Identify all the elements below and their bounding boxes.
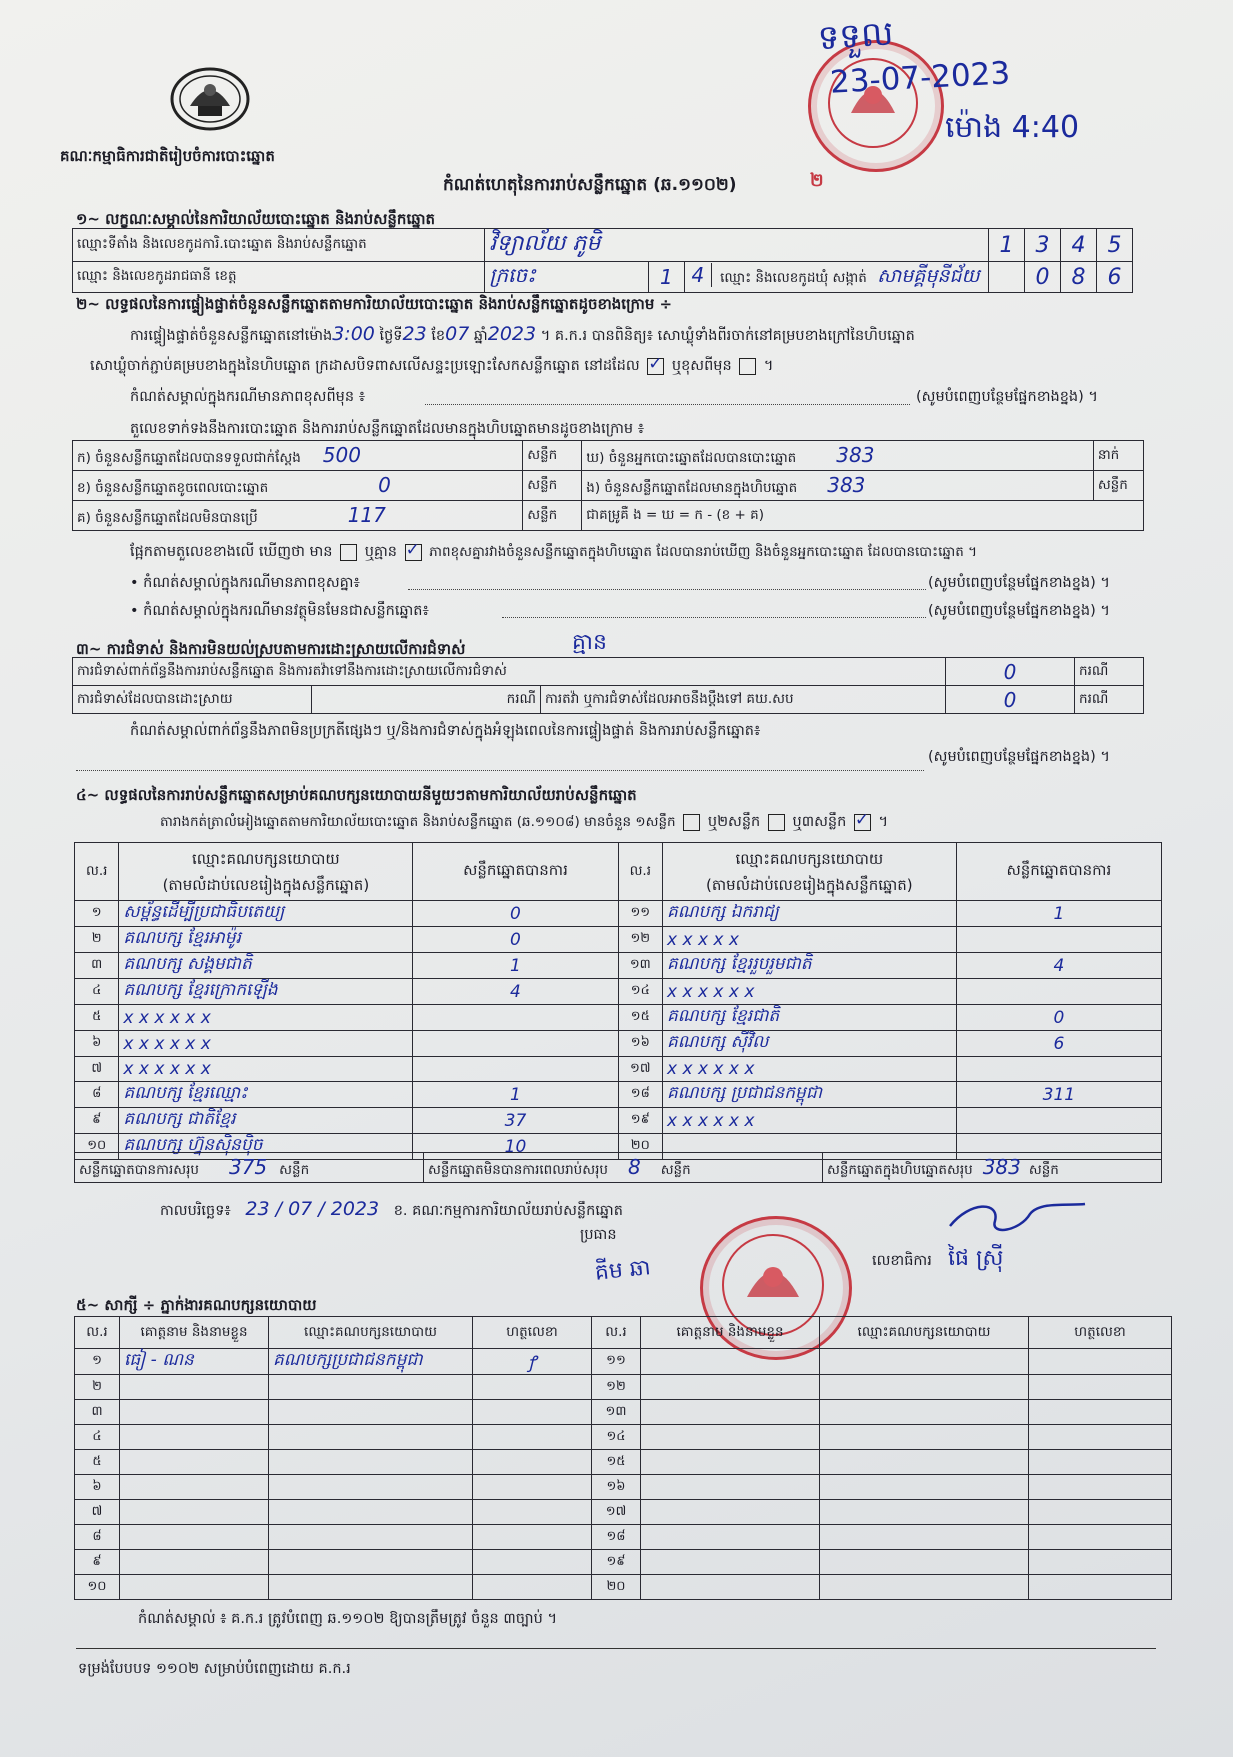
- witness-row: [75, 1575, 1172, 1600]
- two-sheets-checkbox[interactable]: [768, 814, 785, 831]
- witness-party: [820, 1575, 1029, 1600]
- results-row: [75, 1057, 1162, 1082]
- witness-name: [120, 1375, 269, 1400]
- party-votes: 4: [956, 953, 1161, 979]
- count-kha-label: ខ) ចំនួនសន្លឹកឆ្នោតខូចពេលបោះឆ្នោត: [77, 479, 269, 496]
- party-votes: [956, 1108, 1161, 1134]
- party-votes: [956, 1057, 1161, 1082]
- witness-name: [641, 1400, 820, 1425]
- witness-party: [269, 1525, 473, 1550]
- total-box-label: សន្លឹកឆ្នោតក្នុងហិបឆ្នោតសរុប: [827, 1161, 973, 1178]
- appeal-label: ការតវ៉ា ឬការជំទាស់ដែលអាចនឹងប្ដឹងទៅ គឃ.សប: [541, 686, 946, 714]
- difference-no-checkbox[interactable]: [405, 544, 422, 561]
- results-table: ល.រ ឈ្មោះគណបក្សនយោបាយ (តាមលំដាប់លេខរៀងក្នុងសន្លឹកឆ្នោត) សន្លឹកឆ្នោតបានការ ល.រ ឈ្មោះគណបក្សនយោបាយ (តាមលំដាប់លេខរៀងក្នុងសន្លឹកឆ្នោត) សន្លឹកឆ្នោតបានការ ១ សម្ព័ន្ធដើម្បីប្រជាធិបតេយ្យ 0 ១១ គណបក្ស ឯករាជ្យ 1 ២ គណបក្ស ខ្មែរអាម៉ូរ 0 ១២ x x x x x ៣ គណបក្ស សង្គមជាតិ 1 ១៣ គណបក្ស ខ្មែររួបរួមជាតិ 4 ៤ គណបក្ស ខ្មែរក្រោកឡើង 4 ១៤ x x x x x x ៥ x x x x x x ១៥ គណបក្ស ខ្មែរជាតិ 0 ៦ x x x x x x ១៦ គណបក្ស ស៊ីវិល 6 ៧ x x x x x x ១៧ x x x x x x ៨ គណបក្ស ខ្មែរឈ្មោះ 1 ១៨ គណបក្ស ប្រជាជនកម្ពុជា 311 ៩ គណបក្ស ជាតិខ្មែរ 37 ១៩ x x x x x x ១០ គណបក្ស ហ្វ៊ុនស៊ិនប៉ិច 10 ២០: [74, 842, 1162, 1160]
- results-row: [75, 1108, 1162, 1134]
- title-red-mark: ២: [810, 170, 824, 191]
- party-name: គណបក្ស ខ្មែររួបរួមជាតិ: [663, 953, 957, 979]
- witness-party: [820, 1475, 1029, 1500]
- party-votes: [956, 927, 1161, 953]
- verification-paragraph: ការផ្ទៀងផ្ទាត់ចំនួនសន្លឹកឆ្នោតនៅម៉ោង3:00 ថ្ងៃទី23 ខែ07 ឆ្នាំ2023 ។ គ.ក.រ បានពិនិត្យ៖ សោឃ្លុំទាំងពីរចាក់នៅគម្របខាងក្រៅនៃហិបឆ្នោត: [130, 323, 915, 345]
- party-votes: 37: [413, 1108, 618, 1134]
- total-invalid-value: 8: [627, 1154, 641, 1179]
- president-signature: គីម ឆា: [593, 1255, 652, 1286]
- verify-month: 07: [445, 323, 470, 345]
- stamp-date-handwriting: 23-07-2023: [829, 55, 1011, 101]
- witness-number: ៥: [75, 1450, 120, 1475]
- witness-row: [75, 1500, 1172, 1525]
- one-sheet-checkbox[interactable]: [683, 814, 700, 831]
- party-number: ៥: [75, 1005, 119, 1031]
- witness-name: [120, 1425, 269, 1450]
- party-votes: 1: [413, 1082, 618, 1108]
- results-totals: សន្លឹកឆ្នោតបានការសរុប 375 សន្លឹក សន្លឹកឆ្នោតមិនបានការពេលរាប់សរុប 8 សន្លឹក សន្លឹកឆ្នោតក្នុងហិបឆ្នោតសរុប 383 សន្លឹក: [74, 1152, 1162, 1183]
- party-votes: [413, 1031, 618, 1057]
- witness-number: ១៧: [592, 1500, 641, 1525]
- witness-party: [269, 1475, 473, 1500]
- witness-name: [120, 1450, 269, 1475]
- province-value: ក្រចេះ: [485, 262, 649, 293]
- please-fill-2: (សូមបំពេញបន្ថែមផ្នែកខាងខ្នង) ។: [928, 575, 1110, 591]
- party-votes: 4: [413, 979, 618, 1005]
- resolved-label: ការជំទាស់ដែលបានដោះស្រាយ: [73, 686, 312, 714]
- commission-emblem: [168, 66, 252, 132]
- witness-number: ៧: [75, 1500, 120, 1525]
- code-digit: 5: [1096, 229, 1132, 262]
- section3-none-handwriting: គ្មាន: [572, 630, 607, 655]
- results-row: [75, 1031, 1162, 1057]
- code-digit: 8: [1060, 262, 1096, 293]
- party-number: ១: [75, 901, 119, 927]
- witness-party: [820, 1550, 1029, 1575]
- witness-party: [269, 1550, 473, 1575]
- three-sheets-checkbox[interactable]: [854, 814, 871, 831]
- witness-signature: [473, 1575, 592, 1600]
- province-code: 1: [648, 262, 684, 293]
- witness-name: [120, 1400, 269, 1425]
- witness-signature: [473, 1425, 592, 1450]
- formula: ជាគម្រូគឺ ង = ឃ = ក - (ខ + គ): [582, 501, 1144, 531]
- party-name: គណបក្ស ជាតិខ្មែរ: [119, 1108, 413, 1134]
- province-code-2: 4: [685, 263, 712, 287]
- witness-signature: [1029, 1375, 1172, 1400]
- please-fill-3: (សូមបំពេញបន្ថែមផ្នែកខាងខ្នង) ។: [928, 603, 1110, 619]
- witness-party: [820, 1450, 1029, 1475]
- total-valid-value: 375: [228, 1154, 268, 1179]
- witness-row: [75, 1475, 1172, 1500]
- party-votes: [956, 979, 1161, 1005]
- stamp-time-handwriting: ម៉ោង 4:40: [945, 110, 1080, 145]
- irregular-note-label: កំណត់សម្គាល់ក្នុងករណីមានភាពខុសពីមុន ៖: [130, 389, 366, 405]
- form-reference: ទម្រង់បែបបទ ១១០២ សម្រាប់បំពេញដោយ គ.ក.រ: [78, 1661, 351, 1677]
- count-nga-value: 383: [827, 472, 866, 497]
- witness-number: ២០: [592, 1575, 641, 1600]
- party-number: ៦: [75, 1031, 119, 1057]
- witness-signature: [473, 1475, 592, 1500]
- date-line: កាលបរិច្ឆេទ៖ 23 / 07 / 2023 ខ. គណៈកម្មការការិយាល័យរាប់សន្លឹកឆ្នោត: [160, 1198, 623, 1220]
- party-number: ១៤: [618, 979, 662, 1005]
- count-ko-label: គ) ចំនួនសន្លឹកឆ្នោតដែលមិនបានប្រើ: [77, 509, 258, 526]
- party-number: ៩: [75, 1108, 119, 1134]
- section1-table: [72, 228, 1133, 293]
- results-row: [75, 1005, 1162, 1031]
- party-number: ៤: [75, 979, 119, 1005]
- count-kha-value: 0: [378, 472, 391, 497]
- party-name: គណបក្ស ខ្មែរអាម៉ូរ: [119, 927, 413, 953]
- location-value: វិទ្យាល័យ ភូមិ: [485, 229, 989, 262]
- witness-party: [820, 1400, 1029, 1425]
- count-gha-label: ឃ) ចំនួនអ្នកបោះឆ្នោតដែលបានបោះឆ្នោត: [586, 449, 797, 466]
- section5-title: ៥~ សាក្សី ÷ ភ្នាក់ងារគណបក្សនយោបាយ: [76, 1296, 317, 1314]
- counts-table: ក) ចំនួនសន្លឹកឆ្នោតដែលបានទទួលជាក់ស្ដែង 500 សន្លឹក ឃ) ចំនួនអ្នកបោះឆ្នោតដែលបានបោះឆ្នោត 383 នាក់ ខ) ចំនួនសន្លឹកឆ្នោតខូចពេលបោះឆ្នោត 0 សន្លឹក ង) ចំនួនសន្លឹកឆ្នោតដែលមានក្នុងហិបឆ្នោត 383 សន្លឹក គ) ចំនួនសន្លឹកឆ្នោតដែលមិនបានប្រើ 117 សន្លឹក ជាគម្រូគឺ ង = ឃ = ក - (ខ + គ): [72, 440, 1144, 531]
- section3-title: ៣~ ការជំទាស់ និងការមិនយល់ស្របតាមការដោះស្រាយលើការជំទាស់: [76, 640, 466, 658]
- results-row: [75, 927, 1162, 953]
- party-name: គណបក្ស សង្គមជាតិ: [119, 953, 413, 979]
- witness-number: ១០: [75, 1575, 120, 1600]
- witness-party: [269, 1575, 473, 1600]
- witness-number: ១៩: [592, 1550, 641, 1575]
- witness-row: [75, 1349, 1172, 1375]
- party-name: គណបក្ស ហ្វ៊ុនស៊ិនប៉ិច: [119, 1134, 413, 1160]
- witness-row: [75, 1450, 1172, 1475]
- witness-party: [269, 1425, 473, 1450]
- party-number: ១១: [618, 901, 662, 927]
- form-title: កំណត់ហេតុនៃការរាប់សន្លឹកឆ្នោត (ឆ.១១០២): [443, 175, 737, 195]
- party-votes: [413, 1005, 618, 1031]
- party-name: x x x x x x: [663, 979, 957, 1005]
- witness-number: ៤: [75, 1425, 120, 1450]
- footer-note: កំណត់សម្គាល់ ៖ គ.ក.រ ត្រូវបំពេញ ឆ.១១០២ ឱ្យបានត្រឹមត្រូវ ចំនួន ៣ច្បាប់ ។: [138, 1611, 558, 1627]
- complaints-label: ការជំទាស់ពាក់ព័ន្ធនឹងការរាប់សន្លឹកឆ្នោត និងការតវ៉ាទៅនឹងការដោះស្រាយលើការជំទាស់: [73, 658, 946, 686]
- party-name: x x x x x x: [119, 1031, 413, 1057]
- party-votes: 1: [413, 953, 618, 979]
- party-name: គណបក្ស ឯករាជ្យ: [663, 901, 957, 927]
- witness-number: ៨: [75, 1525, 120, 1550]
- witness-name: [641, 1375, 820, 1400]
- code-digit: 3: [1025, 229, 1061, 262]
- witness-signature: [1029, 1425, 1172, 1450]
- president-title: ប្រធាន: [580, 1227, 617, 1243]
- difference-note: • កំណត់សម្គាល់ក្នុងករណីមានភាពខុសគ្នា៖: [130, 575, 360, 591]
- witness-signature: [1029, 1450, 1172, 1475]
- witness-number: ១១: [592, 1349, 641, 1375]
- commune-label: ឈ្មោះ និងលេខកូដឃុំ សង្កាត់: [720, 269, 867, 286]
- party-votes: [413, 1057, 618, 1082]
- counts-intro: តួលេខទាក់ទងនឹងការបោះឆ្នោត និងការរាប់សន្លឹកឆ្នោតដែលមានក្នុងហិបឆ្នោតមានដូចខាងក្រោម ៖: [130, 421, 645, 437]
- party-name: x x x x x x: [663, 1057, 957, 1082]
- verify-time: 3:00: [332, 323, 375, 345]
- witness-signature: [473, 1450, 592, 1475]
- witness-number: ៦: [75, 1475, 120, 1500]
- witness-signature: [1029, 1575, 1172, 1600]
- witness-name: [641, 1550, 820, 1575]
- party-votes: 6: [956, 1031, 1161, 1057]
- party-name: x x x x x x: [119, 1057, 413, 1082]
- changed-checkbox[interactable]: [739, 358, 756, 375]
- party-number: ២០: [618, 1134, 662, 1160]
- witness-party: [269, 1400, 473, 1425]
- count-ka-value: 500: [322, 442, 361, 467]
- witness-signature: [473, 1400, 592, 1425]
- section2-title: ២~ លទ្ធផលនៃការផ្ទៀងផ្ទាត់ចំនួនសន្លឹកឆ្នោតតាមការិយាល័យបោះឆ្នោត និងរាប់សន្លឹកឆ្នោតដូចខាងក្រោម ÷: [76, 295, 673, 313]
- code-digit: 0: [1025, 262, 1061, 293]
- party-number: ២: [75, 927, 119, 953]
- witness-signature: [473, 1500, 592, 1525]
- foreign-object-note: • កំណត់សម្គាល់ក្នុងករណីមានវត្ថុមិនមែនជាសន្លឹកឆ្នោត៖: [130, 603, 429, 619]
- party-name: សម្ព័ន្ធដើម្បីប្រជាធិបតេយ្យ: [119, 901, 413, 927]
- witness-name: [641, 1425, 820, 1450]
- party-votes: 311: [956, 1082, 1161, 1108]
- witness-number: ១៦: [592, 1475, 641, 1500]
- count-gha-value: 383: [836, 442, 875, 467]
- party-name: គណបក្ស ប្រជាជនកម្ពុជា: [663, 1082, 957, 1108]
- stamp-received-handwriting: ទទួល: [816, 13, 895, 59]
- witness-party: [820, 1349, 1029, 1375]
- witness-number: ១២: [592, 1375, 641, 1400]
- witness-signature: ꝭ: [473, 1349, 592, 1375]
- tally-sheets-line: តារាងកត់ត្រាលំអៀងឆ្នោតតាមការិយាល័យបោះឆ្នោត និងរាប់សន្លឹកឆ្នោត (ឆ.១១០៨) មានចំនួន ១សន្លឹក ឬ២សន្លឹក ឬ៣សន្លឹក ✓ ។: [160, 813, 888, 834]
- party-name: គណបក្ស ខ្មែរក្រោកឡើង: [119, 979, 413, 1005]
- witness-row: [75, 1525, 1172, 1550]
- witness-number: ១៤: [592, 1425, 641, 1450]
- party-name: x x x x x x: [119, 1005, 413, 1031]
- witness-number: ១៥: [592, 1450, 641, 1475]
- witness-signature: [473, 1550, 592, 1575]
- party-number: ៣: [75, 953, 119, 979]
- witness-signature: [1029, 1525, 1172, 1550]
- witness-signature: [473, 1525, 592, 1550]
- please-fill-1: (សូមបំពេញបន្ថែមផ្នែកខាងខ្នង) ។: [916, 389, 1098, 405]
- party-number: ១៩: [618, 1108, 662, 1134]
- party-votes: 0: [413, 927, 618, 953]
- witness-name: [641, 1450, 820, 1475]
- witness-signature: [473, 1375, 592, 1400]
- party-name: x x x x x x: [663, 1108, 957, 1134]
- results-row: [75, 979, 1162, 1005]
- witness-party: [820, 1500, 1029, 1525]
- witness-table: ល.រ គោត្តនាម និងនាមខ្លួន ឈ្មោះគណបក្សនយោបាយ ហត្ថលេខា ល.រ គោត្តនាម និងនាមខ្លួន ឈ្មោះគណបក្សនយោបាយ ហត្ថលេខា ១ ធៀ - ណន គណបក្សប្រជាជនកម្ពុជា ꝭ ១១ ២ ១២ ៣ ១៣ ៤ ១៤ ៥ ១៥ ៦ ១៦ ៧ ១៧ ៨ ១៨ ៩ ១៩ ១០ ២០: [74, 1316, 1172, 1600]
- code-digit: 6: [1096, 262, 1132, 293]
- party-number: ១២: [618, 927, 662, 953]
- witness-row: [75, 1375, 1172, 1400]
- difference-yes-checkbox[interactable]: [340, 544, 357, 561]
- witness-name: [120, 1500, 269, 1525]
- party-name: គណបក្ស ខ្មែរឈ្មោះ: [119, 1082, 413, 1108]
- party-votes: 0: [413, 901, 618, 927]
- witness-number: ៣: [75, 1400, 120, 1425]
- secretary-title: លេខាធិការ: [872, 1253, 932, 1269]
- party-number: ១០: [75, 1134, 119, 1160]
- party-number: ៨: [75, 1082, 119, 1108]
- witness-name: [120, 1550, 269, 1575]
- verify-day: 23: [402, 323, 427, 345]
- party-name: x x x x x: [663, 927, 957, 953]
- witness-signature: [1029, 1400, 1172, 1425]
- party-number: ១៨: [618, 1082, 662, 1108]
- party-name: គណបក្ស ស៊ីវិល: [663, 1031, 957, 1057]
- witness-party: [820, 1425, 1029, 1450]
- witness-name: [641, 1500, 820, 1525]
- witness-party: [820, 1525, 1029, 1550]
- section4-title: ៤~ លទ្ធផលនៃការរាប់សន្លឹកឆ្នោតសម្រាប់គណបក្សនយោបាយនីមួយៗតាមការិយាល័យរាប់សន្លឹកឆ្នោត: [76, 786, 637, 804]
- count-ko-value: 117: [347, 502, 386, 527]
- witness-name: ធៀ - ណន: [120, 1349, 269, 1375]
- witness-signature: [1029, 1500, 1172, 1525]
- results-row: [75, 901, 1162, 927]
- party-number: ១៧: [618, 1057, 662, 1082]
- witness-name: [120, 1575, 269, 1600]
- witness-party: [269, 1500, 473, 1525]
- witness-number: ២: [75, 1375, 120, 1400]
- seal-paragraph: សោឃ្លុំចាក់ភ្ជាប់គម្របខាងក្នុងនៃហិបឆ្នោត ក្រដាសបិទពាសលើសន្ទះប្រឡោះសែកសន្លឹកឆ្នោត នៅដដែល ✓ ឬខុសពីមុន ។: [90, 357, 773, 378]
- secretary-signature: ផៃ ស្រ៊ី: [948, 1246, 1004, 1271]
- witness-number: ១: [75, 1349, 120, 1375]
- party-name: គណបក្ស ខ្មែរជាតិ: [663, 1005, 957, 1031]
- commune-value: សាមគ្គីមុនីជ័យ: [877, 264, 980, 287]
- witness-name: [641, 1475, 820, 1500]
- witness-signature: [1029, 1349, 1172, 1375]
- signing-date: 23 / 07 / 2023: [245, 1198, 380, 1220]
- witness-party: [820, 1375, 1029, 1400]
- witness-name: [120, 1475, 269, 1500]
- difference-line: ផ្អែកតាមតួលេខខាងលើ ឃើញថា មាន ឬគ្មាន ✓ ភាពខុសគ្នារវាងចំនួនសន្លឹកឆ្នោតក្នុងហិបឆ្នោត ដែលបានរាប់ឃើញ និងចំនួនអ្នកបោះឆ្នោត ដែលបានបោះឆ្នោត ។: [130, 543, 977, 564]
- witness-row: [75, 1550, 1172, 1575]
- witness-signature: [1029, 1550, 1172, 1575]
- witness-number: ៩: [75, 1550, 120, 1575]
- party-number: ១៣: [618, 953, 662, 979]
- results-row: [75, 1082, 1162, 1108]
- witness-party: [269, 1375, 473, 1400]
- party-number: ៧: [75, 1057, 119, 1082]
- witness-party: [269, 1450, 473, 1475]
- appeal-value: 0: [946, 686, 1075, 714]
- witness-row: [75, 1400, 1172, 1425]
- commission-name: គណៈកម្មាធិការជាតិរៀបចំការបោះឆ្នោត: [60, 147, 275, 165]
- complaints-table: ការជំទាស់ពាក់ព័ន្ធនឹងការរាប់សន្លឹកឆ្នោត និងការតវ៉ាទៅនឹងការដោះស្រាយលើការជំទាស់ 0 ករណី ការជំទាស់ដែលបានដោះស្រាយ ករណី ការតវ៉ា ឬការជំទាស់ដែលអាចនឹងប្ដឹងទៅ គឃ.សប 0 ករណី: [72, 657, 1144, 714]
- results-row: [75, 953, 1162, 979]
- same-checkbox[interactable]: [647, 358, 664, 375]
- party-number: ១៥: [618, 1005, 662, 1031]
- total-valid-label: សន្លឹកឆ្នោតបានការសរុប: [79, 1161, 199, 1178]
- please-fill-4: (សូមបំពេញបន្ថែមផ្នែកខាងខ្នង) ។: [928, 749, 1110, 765]
- witness-number: ១៨: [592, 1525, 641, 1550]
- code-digit: 4: [1060, 229, 1096, 262]
- province-label: ឈ្មោះ និងលេខកូដរាជធានី ខេត្ត: [73, 262, 485, 293]
- count-nga-label: ង) ចំនួនសន្លឹកឆ្នោតដែលមានក្នុងហិបឆ្នោត: [586, 479, 798, 496]
- complaints-value: 0: [946, 658, 1075, 686]
- secretary-scribble: [940, 1196, 1090, 1246]
- witness-row: [75, 1425, 1172, 1450]
- witness-name: [641, 1349, 820, 1375]
- count-ka-label: ក) ចំនួនសន្លឹកឆ្នោតដែលបានទទួលជាក់ស្ដែង: [77, 449, 301, 466]
- party-number: ១៦: [618, 1031, 662, 1057]
- verify-year: 2023: [487, 323, 537, 345]
- total-box-value: 383: [982, 1154, 1021, 1179]
- witness-name: [120, 1525, 269, 1550]
- witness-signature: [1029, 1475, 1172, 1500]
- section3-note: កំណត់សម្គាល់ពាក់ព័ន្ធនឹងភាពមិនប្រក្រតីផ្សេងៗ ឬ/និងការជំទាស់ក្នុងអំឡុងពេលនៃការផ្ទៀងផ្ទាត់ និងការរាប់សន្លឹកឆ្នោត៖: [130, 723, 761, 739]
- witness-party: គណបក្សប្រជាជនកម្ពុជា: [269, 1349, 473, 1375]
- code-digit: 1: [989, 229, 1025, 262]
- party-votes: 10: [413, 1134, 618, 1160]
- total-invalid-label: សន្លឹកឆ្នោតមិនបានការពេលរាប់សរុប: [428, 1161, 608, 1178]
- section1-title: ១~ លក្ខណៈសម្គាល់នៃការិយាល័យបោះឆ្នោត និងរាប់សន្លឹកឆ្នោត: [76, 210, 436, 228]
- witness-name: [641, 1525, 820, 1550]
- party-votes: 1: [956, 901, 1161, 927]
- witness-name: [641, 1575, 820, 1600]
- party-votes: 0: [956, 1005, 1161, 1031]
- witness-number: ១៣: [592, 1400, 641, 1425]
- location-label: ឈ្មោះទីតាំង និងលេខកូដការិ.បោះឆ្នោត និងរាប់សន្លឹកឆ្នោត: [73, 229, 485, 262]
